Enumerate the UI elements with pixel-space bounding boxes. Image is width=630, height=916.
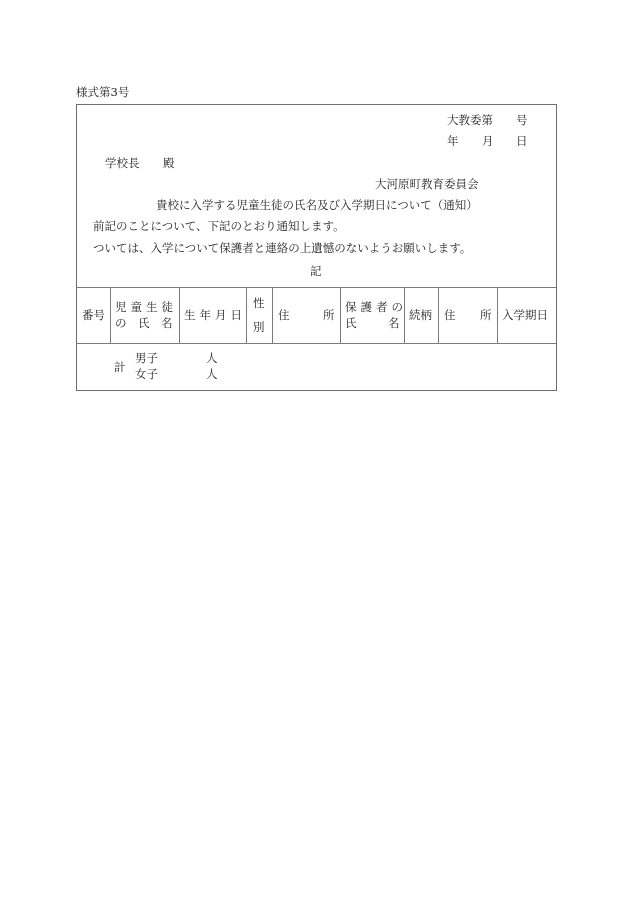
col-divider (272, 287, 273, 343)
header-address-left: 住 (278, 308, 290, 322)
date-month: 月 (482, 134, 494, 148)
sender-name: 大河原町教育委員会 (375, 177, 479, 191)
header-sex-l2: 別 (253, 320, 265, 334)
date-year: 年 (447, 134, 459, 148)
header-birthdate: 生年月日 (184, 308, 246, 322)
col-divider (497, 287, 498, 343)
total-male-unit: 人 (206, 351, 218, 365)
doc-number-suffix: 号 (516, 113, 528, 127)
header-guardian-l2-left: 氏 (345, 316, 357, 330)
header-guardian-l2-right: 名 (388, 316, 400, 330)
header-guardian-l1: 保護者の (345, 300, 407, 314)
total-female-unit: 人 (206, 367, 218, 381)
total-male-label: 男子 (135, 351, 158, 365)
date-day: 日 (516, 134, 528, 148)
form-label: 様式第3号 (76, 85, 130, 99)
doc-number-prefix: 大教委第 (447, 113, 493, 127)
header-student-name-l2: の 氏 名 (115, 316, 173, 330)
header-relationship: 続柄 (409, 308, 432, 322)
header-number: 番号 (82, 308, 105, 322)
table-top-border (76, 287, 556, 288)
col-divider (110, 287, 111, 343)
ki-heading: 記 (310, 264, 322, 278)
header-enrollment-date: 入学期日 (502, 308, 548, 322)
header-address2-left: 住 (444, 308, 456, 322)
body-line-1: 前記のことについて、下記のとおり通知します。 (93, 219, 345, 233)
col-divider (246, 287, 247, 343)
total-label: 計 (114, 360, 126, 374)
header-address2-right: 所 (480, 308, 492, 322)
col-divider (438, 287, 439, 343)
header-student-name-l1: 児童生徒 (115, 300, 177, 314)
header-sex-l1: 性 (253, 296, 265, 310)
col-divider (179, 287, 180, 343)
total-female-label: 女子 (135, 367, 158, 381)
header-address-right: 所 (323, 308, 335, 322)
table-header-bottom-border (76, 343, 556, 344)
body-line-2: ついては、入学について保護者と連絡の上遺憾のないようお願いします。 (93, 241, 472, 255)
subject-line: 貴校に入学する児童生徒の氏名及び入学期日について（通知） (156, 198, 478, 212)
addressee-honorific: 殿 (163, 156, 175, 170)
col-divider (340, 287, 341, 343)
col-divider (404, 287, 405, 343)
addressee-title: 学校長 (105, 156, 140, 170)
